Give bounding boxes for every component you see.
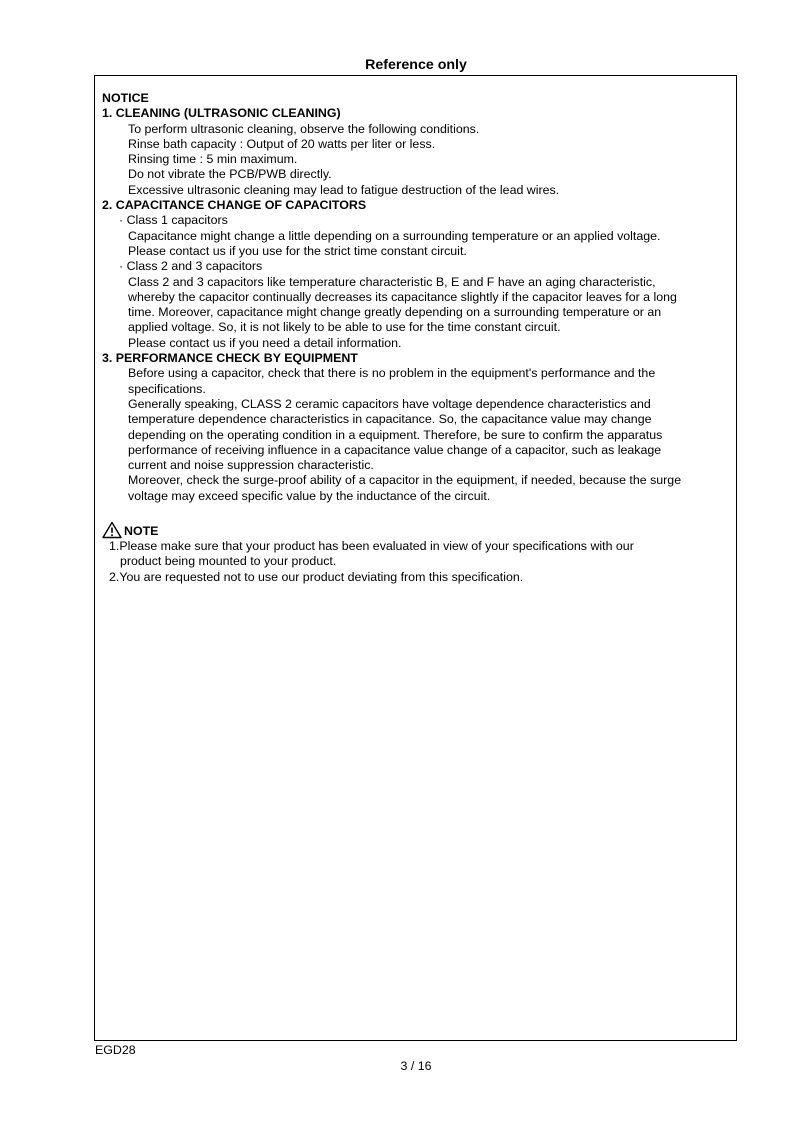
section-2-line: time. Moreover, capacitance might change greatly depending on a surrounding temperature or an: [128, 305, 662, 320]
section-3-line: Moreover, check the surge-proof ability of a capacitor in the equipment, if needed, because the surge: [128, 473, 682, 488]
note-heading-row: [102, 519, 727, 539]
page-header-title: Reference only: [365, 57, 467, 73]
section-1-line: Rinse bath capacity : Output of 20 watts per liter or less.: [128, 136, 436, 151]
section-2-line: applied voltage. So, it is not likely to be able to use for the time constant circuit.: [128, 320, 561, 335]
section-3-line: voltage may exceed specific value by the inductance of the circuit.: [128, 488, 491, 503]
section-3-line: current and noise suppression characteristic.: [128, 458, 374, 473]
section-1-title: 1. CLEANING (ULTRASONIC CLEANING): [102, 106, 341, 121]
section-1-line: Do not vibrate the PCB/PWB directly.: [128, 167, 332, 182]
section-2-line: whereby the capacitor continually decreases its capacitance slightly if the capacitor leaves for a long: [128, 289, 677, 304]
note-item-1-cont: product being mounted to your product.: [120, 554, 337, 569]
class-1-bullet: · Class 1 capacitors: [119, 213, 228, 228]
section-1-line: Rinsing time : 5 min maximum.: [128, 152, 298, 167]
section-3-line: specifications.: [128, 381, 206, 396]
section-1-line: To perform ultrasonic cleaning, observe the following conditions.: [128, 121, 480, 136]
warning-triangle-icon: [102, 521, 122, 539]
note-item-1: 1.Please make sure that your product has been evaluated in view of your specifications with our: [109, 539, 634, 554]
section-3-line: Before using a capacitor, check that there is no problem in the equipment's performance and the: [128, 366, 656, 381]
note-item-2: 2.You are requested not to use our product deviating from this specification.: [109, 569, 524, 584]
section-3-line: performance of receiving influence in a capacitance value change of a capacitor, such as leakage: [128, 442, 662, 457]
section-3-line: Generally speaking, CLASS 2 ceramic capacitors have voltage dependence characteristics and: [128, 396, 651, 411]
section-2-line: Please contact us if you need a detail information.: [128, 335, 402, 350]
section-3-line: depending on the operating condition in a equipment. Therefore, be sure to confirm the apparatus: [128, 427, 663, 442]
section-2-line: Capacitance might change a little depending on a surrounding temperature or an applied voltage.: [128, 228, 661, 243]
section-2-title: 2. CAPACITANCE CHANGE OF CAPACITORS: [102, 198, 367, 213]
document-code: EGD28: [95, 1043, 136, 1057]
page-number: 3 / 16: [400, 1059, 432, 1073]
notice-heading: NOTICE: [102, 91, 149, 105]
section-2-line: Please contact us if you use for the strict time constant circuit.: [128, 243, 467, 258]
note-block: [102, 519, 727, 585]
section-3-title: 3. PERFORMANCE CHECK BY EQUIPMENT: [102, 351, 358, 366]
section-2-line: Class 2 and 3 capacitors like temperature characteristic B, E and F have an aging characteristic,: [128, 274, 656, 289]
document-content: [102, 91, 727, 585]
note-heading: NOTE: [124, 523, 159, 538]
section-3-line: temperature dependence characteristics in capacitance. So, the capacitance value may change: [128, 412, 652, 427]
class-2-3-bullet: · Class 2 and 3 capacitors: [119, 259, 263, 274]
section-1-line: Excessive ultrasonic cleaning may lead to fatigue destruction of the lead wires.: [128, 182, 560, 197]
